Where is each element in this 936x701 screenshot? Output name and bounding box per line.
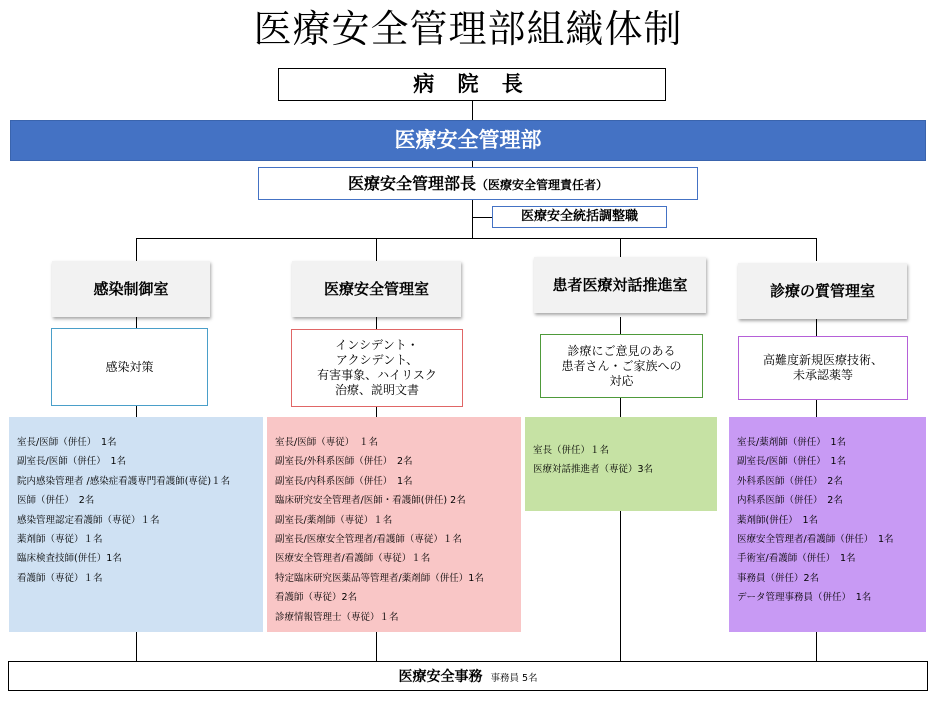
- office-infection-control-staff: [9, 417, 263, 632]
- staff-line: 副室長/医療安全管理者/看護師（専従）１名: [275, 534, 462, 546]
- duty-line: 診療にご意見のある: [567, 343, 676, 358]
- staff-line: 医師（併任） 2名: [17, 495, 95, 507]
- office-quality-management: 診療の質管理室: [738, 263, 907, 319]
- duty-line: 患者さん・ご家族への: [561, 358, 682, 373]
- staff-line: 医療安全管理者/看護師（併任） 1名: [737, 534, 894, 546]
- staff-line: 外科系医師（併任） 2名: [737, 475, 843, 487]
- office-infection-control: 感染制御室: [52, 261, 210, 317]
- staff-line: 室長（併任）１名: [533, 445, 610, 456]
- staff-line: 内科系医師（併任） 2名: [737, 495, 843, 507]
- staff-line: 副室長/医師（併任） 1名: [737, 456, 846, 468]
- staff-line: 薬剤師(併任） 1名: [737, 514, 819, 526]
- staff-line: 臨床研究安全管理者/医師・看護師(併任) 2名: [275, 495, 466, 507]
- staff-line: 診療情報管理士（専従）１名: [275, 611, 399, 623]
- staff-line: 室長/医師（専従） １名: [275, 437, 378, 448]
- connector-line: [472, 101, 473, 120]
- staff-line: 臨床検査技師(併任）1名: [17, 553, 122, 565]
- duty-line: 対応: [609, 373, 634, 388]
- office-patient-dialogue: 患者医療対話推進室: [534, 257, 706, 313]
- duty-line: 高難度新規医療技術、: [762, 353, 883, 367]
- connector-line: [472, 200, 473, 238]
- office-medical-safety: 医療安全管理室: [292, 261, 461, 317]
- department-head-label: 医療安全管理部長: [347, 174, 476, 193]
- office-quality-management-staff: [729, 417, 926, 632]
- staff-line: 医療対話推進者（専従）3名: [533, 464, 654, 476]
- duty-line: アクシデント、: [335, 353, 419, 367]
- office-medical-safety-staff: [267, 417, 521, 632]
- staff-line: 看護師（専従）2名: [275, 592, 358, 604]
- staff-line: 看護師（専従）１名: [17, 572, 103, 584]
- connector-line: [376, 238, 377, 261]
- staff-line: 副室長/外科系医師（併任） 2名: [275, 456, 413, 468]
- department-head-box: [258, 167, 698, 200]
- staff-line: 医療安全管理者/看護師（専従）１名: [275, 553, 431, 565]
- staff-line: 院内感染管理者 /感染症看護専門看護師(専従)１名: [17, 475, 231, 487]
- admin-office-label: 医療安全事務: [398, 669, 483, 685]
- connector-line: [136, 238, 137, 261]
- staff-line: 薬剤師（専従）１名: [17, 534, 103, 546]
- duty-line: 未承認薬等: [792, 368, 853, 382]
- department-head-note: （医療安全管理責任者）: [476, 178, 609, 192]
- page-title: 医療安全管理部組織体制: [253, 7, 683, 51]
- admin-office-bar: [8, 661, 928, 691]
- staff-line: 感染管理認定看護師（専従）１名: [17, 514, 160, 526]
- staff-line: 室長/薬剤師（併任） 1名: [737, 437, 846, 448]
- connector-line: [472, 217, 492, 218]
- staff-line: 副室長/内科系医師（併任） 1名: [275, 475, 413, 487]
- connector-line: [816, 238, 817, 261]
- office-infection-control-duties: [51, 328, 208, 406]
- duty-line: 感染対策: [105, 359, 154, 374]
- duty-line: 有害事象、ハイリスク: [317, 368, 437, 382]
- staff-line: 事務員（併任）2名: [737, 572, 820, 584]
- staff-line: 副室長/薬剤師（専従）１名: [275, 514, 393, 526]
- admin-office-count: 事務員 5名: [490, 673, 538, 684]
- staff-line: データ管理事務員（併任） 1名: [737, 592, 872, 604]
- office-quality-management-duties: [738, 336, 908, 400]
- duty-line: インシデント・: [335, 338, 419, 352]
- staff-line: 室長/医師（併任） 1名: [17, 437, 117, 448]
- staff-line: 特定臨床研究医薬品等管理者/薬剤師（併任）1名: [275, 572, 484, 584]
- office-medical-safety-duties: [291, 329, 463, 407]
- duty-line: 治療、説明文書: [334, 383, 419, 397]
- office-patient-dialogue-staff: [525, 417, 717, 511]
- department-bar: 医療安全管理部: [10, 120, 926, 161]
- staff-line: 副室長/医師（併任） 1名: [17, 456, 126, 468]
- staff-line: 手術室/看護師（併任） 1名: [737, 553, 856, 565]
- connector-line: [136, 238, 816, 239]
- coordinator-box: 医療安全統括調整職: [492, 206, 667, 228]
- office-patient-dialogue-duties: [540, 334, 703, 398]
- hospital-director-box: 病 院 長: [278, 68, 666, 101]
